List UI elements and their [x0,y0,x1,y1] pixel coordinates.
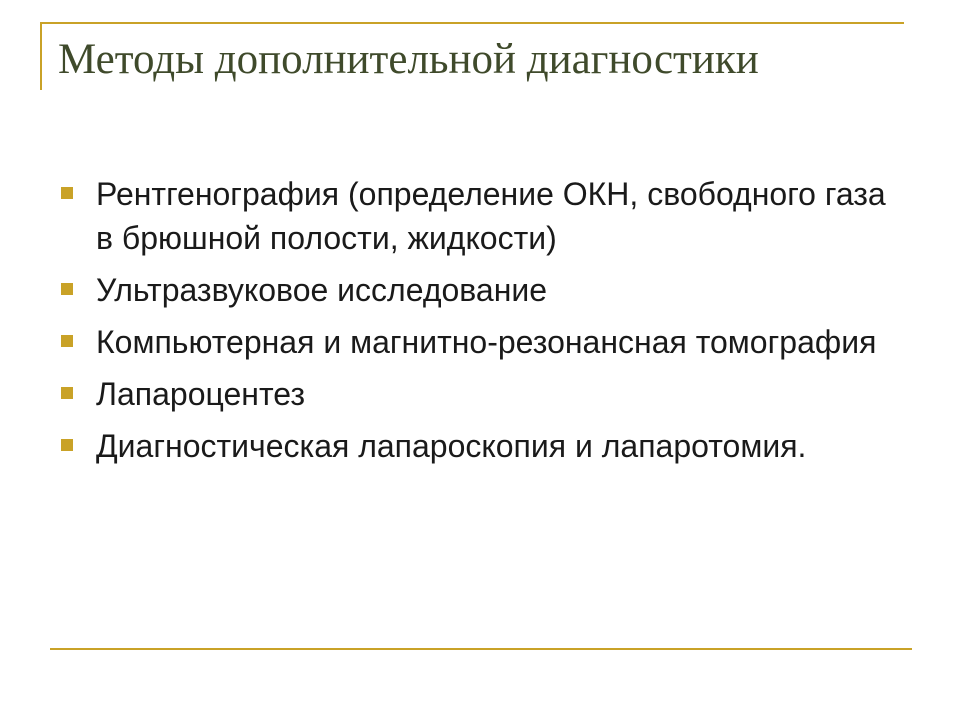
bullet-item [58,424,908,468]
slide-title: Методы дополнительной диагностики [58,36,759,83]
bullet-text: Лапароцентез [96,376,306,412]
bullet-item [58,172,908,260]
bottom-rule [50,648,912,650]
bullet-list [58,172,908,476]
bullet-item [58,268,908,312]
bullet-text: Рентгенография (определение ОКН, свободного газа в брюшной полости, жидкости) [96,176,886,256]
top-rule [40,22,904,24]
bullet-item [58,372,908,416]
square-bullet-icon [61,439,73,451]
bullet-text: Ультразвуковое исследование [96,272,548,308]
bullet-text: Диагностическая лапароскопия и лапаротомия. [96,428,807,464]
bullet-item [58,320,908,364]
left-rule [40,22,42,90]
square-bullet-icon [61,387,73,399]
square-bullet-icon [61,283,73,295]
square-bullet-icon [61,335,73,347]
square-bullet-icon [61,187,73,199]
bullet-text: Компьютерная и магнитно-резонансная томография [96,324,877,360]
